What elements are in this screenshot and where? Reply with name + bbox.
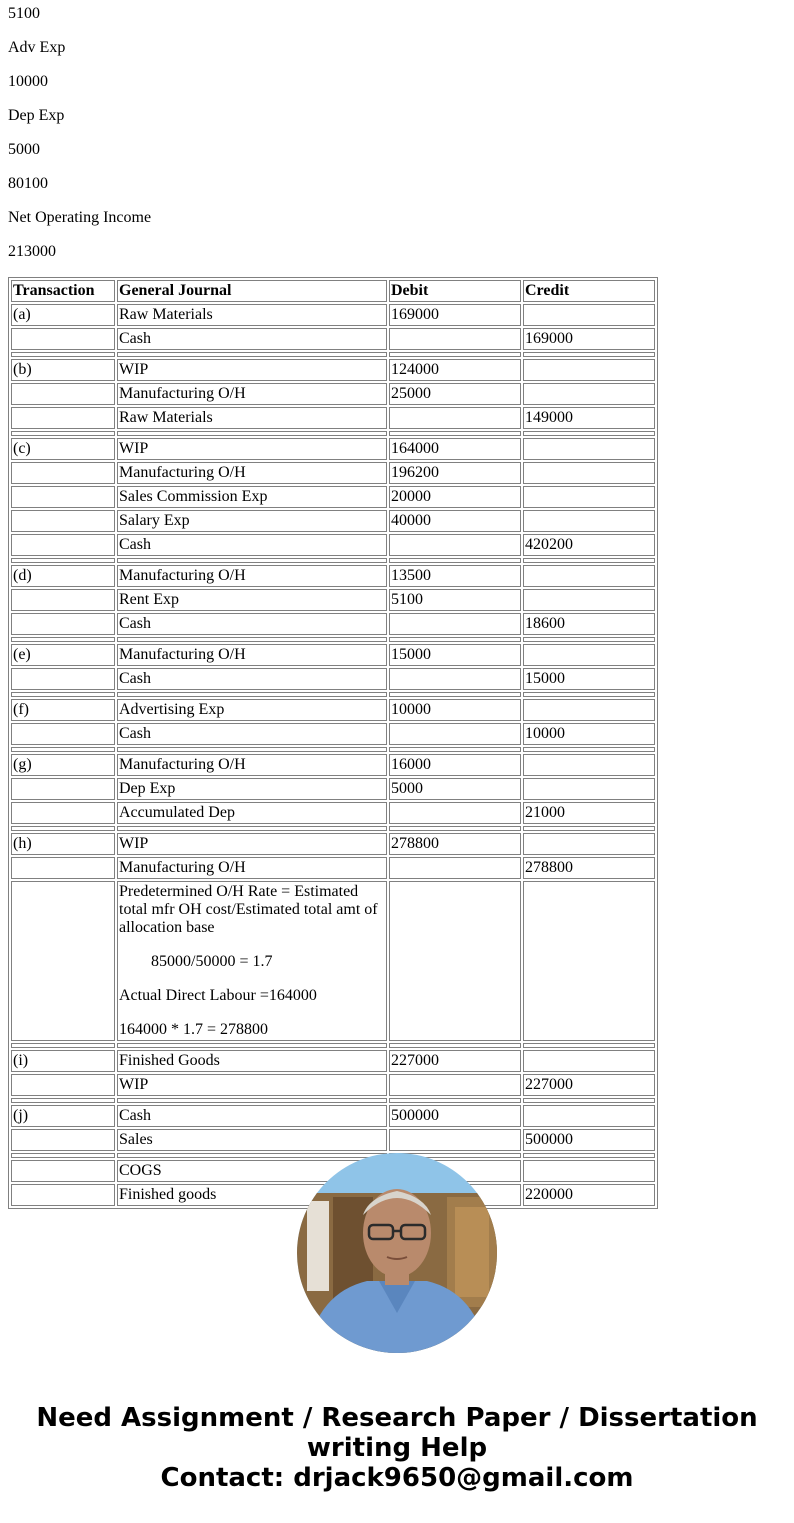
- cell-transaction: (h): [11, 833, 115, 855]
- cell-credit: [523, 833, 655, 855]
- separator-cell: [117, 1098, 387, 1103]
- separator-cell: [117, 692, 387, 697]
- table-row: [11, 754, 655, 776]
- table-row: [11, 723, 655, 745]
- cell-account: Accumulated Dep: [117, 802, 387, 824]
- cell-debit: 196200: [389, 462, 521, 484]
- separator-cell: [523, 1043, 655, 1048]
- group-separator: [11, 637, 655, 642]
- table-row: [11, 462, 655, 484]
- cell-account: Advertising Exp: [117, 699, 387, 721]
- top-line: 5100: [8, 5, 40, 22]
- cell-transaction: (e): [11, 644, 115, 666]
- cell-transaction: (i): [11, 1050, 115, 1072]
- table-row: [11, 778, 655, 800]
- separator-cell: [523, 1098, 655, 1103]
- note-empty-cell: [11, 881, 115, 1041]
- cell-account: Dep Exp: [117, 778, 387, 800]
- banner-line-1: Need Assignment / Research Paper / Dissertation: [36, 1403, 758, 1433]
- cell-transaction: [11, 668, 115, 690]
- separator-cell: [117, 637, 387, 642]
- table-row: [11, 407, 655, 429]
- cell-credit: [523, 1160, 655, 1182]
- cell-debit: 25000: [389, 383, 521, 405]
- table-row: [11, 699, 655, 721]
- cell-account: Cash: [117, 723, 387, 745]
- cell-transaction: [11, 534, 115, 556]
- header-credit: Credit: [523, 280, 655, 302]
- table-row: [11, 486, 655, 508]
- table-row: [11, 1129, 655, 1151]
- top-line: 213000: [8, 243, 56, 260]
- cell-debit: 5100: [389, 589, 521, 611]
- separator-cell: [11, 1153, 115, 1158]
- contact-banner: [0, 1403, 794, 1493]
- table-row: [11, 668, 655, 690]
- group-separator: [11, 431, 655, 436]
- cell-debit: [389, 802, 521, 824]
- banner-line-2: writing Help: [306, 1433, 488, 1463]
- cell-debit: 278800: [389, 833, 521, 855]
- cell-account: Cash: [117, 1105, 387, 1127]
- cell-debit: 40000: [389, 510, 521, 532]
- group-separator: [11, 558, 655, 563]
- cell-debit: 13500: [389, 565, 521, 587]
- table-row: [11, 565, 655, 587]
- note-applied-overhead: 164000 * 1.7 = 278800: [119, 1021, 269, 1038]
- separator-cell: [11, 637, 115, 642]
- cell-account: Manufacturing O/H: [117, 565, 387, 587]
- cell-credit: 420200: [523, 534, 655, 556]
- cell-transaction: [11, 1074, 115, 1096]
- cell-account: Sales: [117, 1129, 387, 1151]
- cell-debit: 5000: [389, 778, 521, 800]
- cell-account: WIP: [117, 359, 387, 381]
- cell-debit: 164000: [389, 438, 521, 460]
- separator-cell: [117, 826, 387, 831]
- note-direct-labour: Actual Direct Labour =164000: [119, 987, 317, 1004]
- cell-credit: [523, 754, 655, 776]
- note-rate-calc: 85000/50000 = 1.7: [151, 953, 273, 970]
- top-line: 80100: [8, 175, 48, 192]
- separator-cell: [11, 352, 115, 357]
- general-journal-table: [8, 277, 658, 1209]
- cell-transaction: (b): [11, 359, 115, 381]
- cell-credit: [523, 383, 655, 405]
- income-statement-fragment: [8, 5, 151, 277]
- table-row: [11, 1074, 655, 1096]
- separator-cell: [389, 692, 521, 697]
- cell-credit: 15000: [523, 668, 655, 690]
- table-row: [11, 802, 655, 824]
- cell-account: Manufacturing O/H: [117, 754, 387, 776]
- cell-account: Cash: [117, 534, 387, 556]
- cell-credit: 18600: [523, 613, 655, 635]
- cell-account: Cash: [117, 328, 387, 350]
- cell-account: Manufacturing O/H: [117, 644, 387, 666]
- cell-transaction: [11, 486, 115, 508]
- separator-cell: [11, 1043, 115, 1048]
- cell-account: Cash: [117, 613, 387, 635]
- cell-credit: [523, 589, 655, 611]
- top-line: Adv Exp: [8, 39, 66, 56]
- cell-account: Rent Exp: [117, 589, 387, 611]
- note-formula: Predetermined O/H Rate = Estimated total mfr OH cost/Estimated total amt of allocation base: [119, 883, 378, 936]
- header-debit: Debit: [389, 280, 521, 302]
- separator-cell: [389, 826, 521, 831]
- overhead-rate-note-row: [11, 881, 655, 1041]
- cell-account: Raw Materials: [117, 407, 387, 429]
- separator-cell: [117, 1043, 387, 1048]
- group-separator: [11, 1153, 655, 1158]
- cell-transaction: [11, 462, 115, 484]
- cell-credit: [523, 778, 655, 800]
- cell-debit: [389, 857, 521, 879]
- cell-debit: 10000: [389, 699, 521, 721]
- separator-cell: [523, 692, 655, 697]
- cell-transaction: (f): [11, 699, 115, 721]
- cell-credit: [523, 699, 655, 721]
- separator-cell: [389, 1098, 521, 1103]
- separator-cell: [523, 1153, 655, 1158]
- cell-credit: [523, 359, 655, 381]
- cell-credit: 220000: [523, 1184, 655, 1206]
- group-separator: [11, 747, 655, 752]
- cell-credit: [523, 462, 655, 484]
- cell-credit: 10000: [523, 723, 655, 745]
- separator-cell: [523, 826, 655, 831]
- cell-debit: [389, 328, 521, 350]
- cell-account: WIP: [117, 438, 387, 460]
- table-row: [11, 613, 655, 635]
- cell-credit: 278800: [523, 857, 655, 879]
- cell-debit: 20000: [389, 486, 521, 508]
- cell-debit: 169000: [389, 304, 521, 326]
- cell-debit: [389, 407, 521, 429]
- separator-cell: [11, 826, 115, 831]
- cell-transaction: [11, 328, 115, 350]
- separator-cell: [523, 747, 655, 752]
- cell-debit: [389, 723, 521, 745]
- cell-transaction: [11, 723, 115, 745]
- separator-cell: [11, 692, 115, 697]
- separator-cell: [11, 1098, 115, 1103]
- note-empty-cell: [389, 881, 521, 1041]
- cell-credit: [523, 438, 655, 460]
- group-separator: [11, 1098, 655, 1103]
- table-row: [11, 1050, 655, 1072]
- separator-cell: [523, 558, 655, 563]
- separator-cell: [11, 747, 115, 752]
- table-row: [11, 1105, 655, 1127]
- cell-credit: 149000: [523, 407, 655, 429]
- table-row: [11, 304, 655, 326]
- separator-cell: [117, 352, 387, 357]
- table-row: [11, 534, 655, 556]
- cell-debit: 15000: [389, 644, 521, 666]
- separator-cell: [389, 747, 521, 752]
- cell-account: COGS: [117, 1160, 387, 1182]
- cell-transaction: [11, 802, 115, 824]
- top-line: 10000: [8, 73, 48, 90]
- table-row: [11, 510, 655, 532]
- cell-account: Raw Materials: [117, 304, 387, 326]
- group-separator: [11, 1043, 655, 1048]
- cell-transaction: (d): [11, 565, 115, 587]
- header-general-journal: General Journal: [117, 280, 387, 302]
- separator-cell: [117, 1153, 387, 1158]
- cell-debit: 16000: [389, 754, 521, 776]
- header-transaction: Transaction: [11, 280, 115, 302]
- cell-credit: [523, 565, 655, 587]
- cell-account: Manufacturing O/H: [117, 857, 387, 879]
- cell-transaction: [11, 857, 115, 879]
- cell-transaction: [11, 778, 115, 800]
- cell-transaction: (a): [11, 304, 115, 326]
- separator-cell: [11, 558, 115, 563]
- cell-transaction: (g): [11, 754, 115, 776]
- cell-transaction: [11, 383, 115, 405]
- cell-account: Sales Commission Exp: [117, 486, 387, 508]
- cell-debit: [389, 1129, 521, 1151]
- cell-credit: [523, 644, 655, 666]
- cell-transaction: [11, 407, 115, 429]
- cell-credit: 169000: [523, 328, 655, 350]
- top-line: Net Operating Income: [8, 209, 152, 226]
- author-portrait-image: [297, 1153, 497, 1353]
- separator-cell: [389, 352, 521, 357]
- cell-transaction: (c): [11, 438, 115, 460]
- cell-transaction: [11, 589, 115, 611]
- overhead-rate-note: [117, 881, 387, 1041]
- cell-account: Manufacturing O/H: [117, 383, 387, 405]
- table-header-row: [11, 280, 655, 302]
- note-empty-cell: [523, 881, 655, 1041]
- cell-account: Cash: [117, 668, 387, 690]
- cell-debit: [389, 668, 521, 690]
- author-photo: [297, 1153, 497, 1353]
- separator-cell: [117, 747, 387, 752]
- table-row: [11, 328, 655, 350]
- cell-credit: [523, 510, 655, 532]
- top-line: Dep Exp: [8, 107, 65, 124]
- cell-debit: 124000: [389, 359, 521, 381]
- cell-credit: [523, 486, 655, 508]
- cell-transaction: [11, 510, 115, 532]
- separator-cell: [389, 637, 521, 642]
- cell-transaction: [11, 1129, 115, 1151]
- separator-cell: [117, 558, 387, 563]
- cell-credit: 500000: [523, 1129, 655, 1151]
- group-separator: [11, 352, 655, 357]
- journal-body: [11, 304, 655, 1206]
- table-row: [11, 857, 655, 879]
- cell-account: Manufacturing O/H: [117, 462, 387, 484]
- separator-cell: [11, 431, 115, 436]
- cell-account: WIP: [117, 1074, 387, 1096]
- table-row: [11, 383, 655, 405]
- cell-transaction: [11, 613, 115, 635]
- cell-credit: 21000: [523, 802, 655, 824]
- cell-account: Finished goods: [117, 1184, 387, 1206]
- separator-cell: [523, 431, 655, 436]
- table-row: [11, 833, 655, 855]
- separator-cell: [389, 431, 521, 436]
- group-separator: [11, 692, 655, 697]
- cell-transaction: [11, 1184, 115, 1206]
- separator-cell: [389, 558, 521, 563]
- cell-credit: [523, 1050, 655, 1072]
- cell-debit: 227000: [389, 1050, 521, 1072]
- cell-debit: [389, 1074, 521, 1096]
- cell-debit: [389, 613, 521, 635]
- separator-cell: [523, 352, 655, 357]
- table-row: [11, 644, 655, 666]
- table-row: [11, 438, 655, 460]
- cell-account: Salary Exp: [117, 510, 387, 532]
- cell-debit: 500000: [389, 1105, 521, 1127]
- separator-cell: [389, 1043, 521, 1048]
- separator-cell: [523, 637, 655, 642]
- table-row: [11, 359, 655, 381]
- table-row: [11, 589, 655, 611]
- cell-credit: 227000: [523, 1074, 655, 1096]
- cell-transaction: (j): [11, 1105, 115, 1127]
- cell-account: WIP: [117, 833, 387, 855]
- cell-debit: [389, 534, 521, 556]
- banner-line-3: Contact: drjack9650@gmail.com: [160, 1463, 634, 1493]
- separator-cell: [117, 431, 387, 436]
- top-line: 5000: [8, 141, 40, 158]
- cell-credit: [523, 304, 655, 326]
- cell-account: Finished Goods: [117, 1050, 387, 1072]
- cell-transaction: [11, 1160, 115, 1182]
- cell-credit: [523, 1105, 655, 1127]
- group-separator: [11, 826, 655, 831]
